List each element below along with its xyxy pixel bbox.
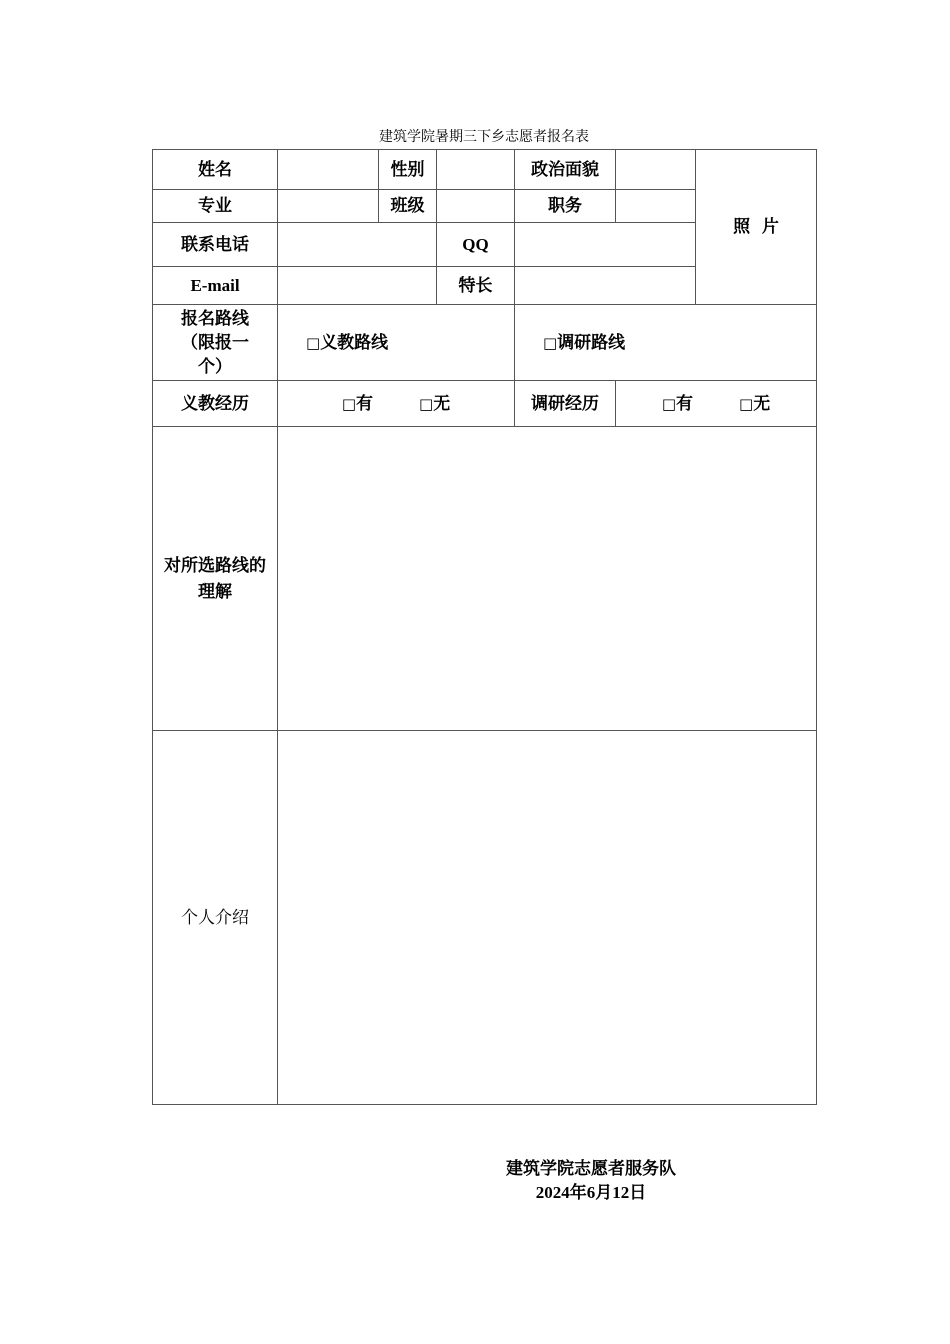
gender-label: 性别 bbox=[379, 150, 437, 190]
phone-field[interactable] bbox=[278, 223, 437, 267]
route-research-option[interactable] bbox=[515, 305, 817, 381]
route-research-checkbox[interactable]: □ bbox=[543, 333, 558, 352]
teaching-yes-option[interactable] bbox=[342, 393, 373, 415]
qq-field[interactable] bbox=[515, 223, 696, 267]
class-label: 班级 bbox=[379, 190, 437, 223]
teaching-yes-checkbox[interactable]: □ bbox=[341, 394, 356, 413]
research-no-label: 无 bbox=[753, 393, 771, 414]
political-status-label: 政治面貌 bbox=[515, 150, 616, 190]
teaching-experience-label: 义教经历 bbox=[153, 381, 278, 427]
row-self-intro bbox=[153, 731, 817, 1105]
political-status-field[interactable] bbox=[616, 150, 696, 190]
understanding-label-cell bbox=[153, 427, 278, 731]
name-label: 姓名 bbox=[153, 150, 278, 190]
route-research-label: 调研路线 bbox=[557, 332, 626, 353]
specialty-field[interactable] bbox=[515, 267, 696, 305]
major-field[interactable] bbox=[278, 190, 379, 223]
teaching-no-label: 无 bbox=[433, 393, 451, 414]
email-label: E-mail bbox=[153, 267, 278, 305]
understanding-label: 对所选路线的理解 bbox=[164, 555, 266, 602]
footer-signature bbox=[496, 1157, 686, 1205]
research-yes-checkbox[interactable]: □ bbox=[661, 394, 676, 413]
teaching-no-option[interactable] bbox=[419, 393, 450, 415]
route-label-cell bbox=[153, 305, 278, 381]
research-experience-options bbox=[616, 381, 817, 427]
research-yes-label: 有 bbox=[676, 393, 693, 414]
position-label: 职务 bbox=[515, 190, 616, 223]
major-label: 专业 bbox=[153, 190, 278, 223]
route-teaching-checkbox[interactable]: □ bbox=[306, 333, 321, 352]
research-no-checkbox[interactable]: □ bbox=[739, 394, 754, 413]
research-experience-label: 调研经历 bbox=[515, 381, 616, 427]
photo-label: 照 片 bbox=[733, 217, 779, 237]
self-intro-label: 个人介绍 bbox=[153, 731, 278, 1105]
registration-form-table bbox=[152, 149, 817, 1105]
row-understanding bbox=[153, 427, 817, 731]
route-teaching-option[interactable] bbox=[278, 305, 515, 381]
row-experience bbox=[153, 381, 817, 427]
issue-date: 2024年6月12日 bbox=[535, 1183, 647, 1202]
qq-label: QQ bbox=[437, 223, 515, 267]
research-yes-option[interactable] bbox=[662, 393, 693, 415]
teaching-experience-options bbox=[278, 381, 515, 427]
teaching-yes-label: 有 bbox=[356, 393, 373, 414]
row-route bbox=[153, 305, 817, 381]
class-field[interactable] bbox=[437, 190, 515, 223]
self-intro-field[interactable] bbox=[278, 731, 817, 1105]
row-basic-1 bbox=[153, 150, 817, 190]
understanding-field[interactable] bbox=[278, 427, 817, 731]
gender-field[interactable] bbox=[437, 150, 515, 190]
name-field[interactable] bbox=[278, 150, 379, 190]
teaching-no-checkbox[interactable]: □ bbox=[419, 394, 434, 413]
research-no-option[interactable] bbox=[739, 393, 770, 415]
phone-label: 联系电话 bbox=[153, 223, 278, 267]
email-field[interactable] bbox=[278, 267, 437, 305]
form-title: 建筑学院暑期三下乡志愿者报名表 bbox=[379, 129, 589, 145]
route-teaching-label: 义教路线 bbox=[320, 332, 389, 353]
specialty-label: 特长 bbox=[437, 267, 515, 305]
organization-name: 建筑学院志愿者服务队 bbox=[506, 1159, 676, 1179]
route-label: 报名路线（限报一个） bbox=[181, 308, 249, 377]
photo-box[interactable] bbox=[696, 150, 817, 305]
position-field[interactable] bbox=[616, 190, 696, 223]
